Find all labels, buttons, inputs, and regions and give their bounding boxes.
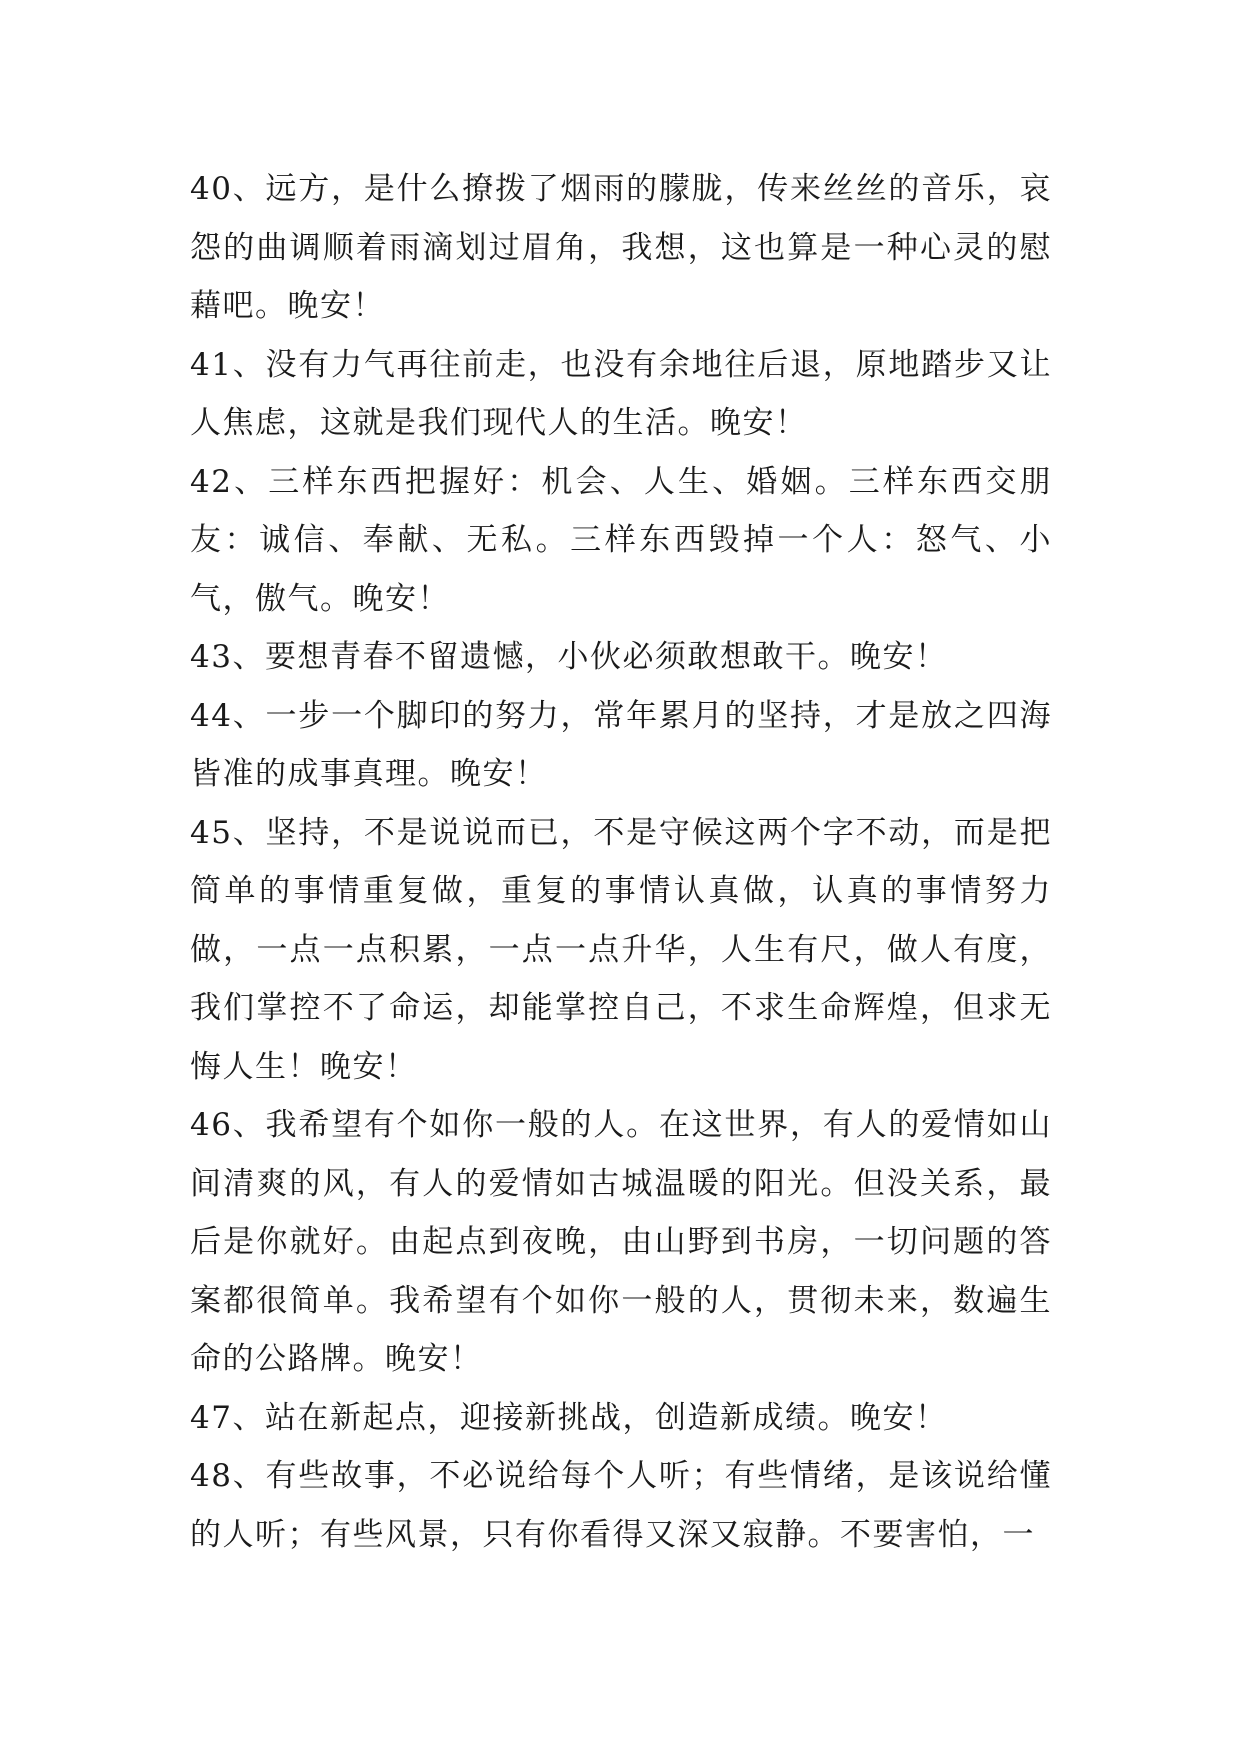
document-body bbox=[190, 160, 1052, 1564]
paragraph-48: 48、有些故事，不必说给每个人听；有些情绪，是该说给懂的人听；有些风景，只有你看得又深又寂静。不要害怕，一 bbox=[190, 1458, 1052, 1553]
paragraph-43: 43、要想青春不留遗憾，小伙必须敢想敢干。晚安！ bbox=[190, 639, 948, 675]
paragraph-41: 41、没有力气再往前走，也没有余地往后退，原地踏步又让人焦虑，这就是我们现代人的生活。晚安！ bbox=[190, 346, 1052, 441]
paragraph-46: 46、我希望有个如你一般的人。在这世界，有人的爱情如山间清爽的风，有人的爱情如古城温暖的阳光。但没关系，最后是你就好。由起点到夜晚，由山野到书房，一切问题的答案都很简单。我希望有个如你一般的人，贯彻未来，数遍生命的公路牌。晚安！ bbox=[190, 1107, 1052, 1377]
paragraph-40: 40、远方，是什么撩拨了烟雨的朦胧，传来丝丝的音乐，哀怨的曲调顺着雨滴划过眉角，我想，这也算是一种心灵的慰藉吧。晚安！ bbox=[190, 171, 1052, 324]
paragraph-45: 45、坚持，不是说说而已，不是守候这两个字不动，而是把简单的事情重复做，重复的事情认真做，认真的事情努力做，一点一点积累，一点一点升华，人生有尺，做人有度，我们掌控不了命运，却能掌控自己，不求生命辉煌，但求无悔人生！晚安！ bbox=[190, 814, 1052, 1085]
paragraph-47: 47、站在新起点，迎接新挑战，创造新成绩。晚安！ bbox=[190, 1399, 948, 1436]
paragraph-42: 42、三样东西把握好：机会、人生、婚姻。三样东西交朋友：诚信、奉献、无私。三样东西毁掉一个人：怒气、小气，傲气。晚安！ bbox=[190, 463, 1052, 617]
paragraph-44: 44、一步一个脚印的努力，常年累月的坚持，才是放之四海皆准的成事真理。晚安！ bbox=[190, 697, 1052, 792]
